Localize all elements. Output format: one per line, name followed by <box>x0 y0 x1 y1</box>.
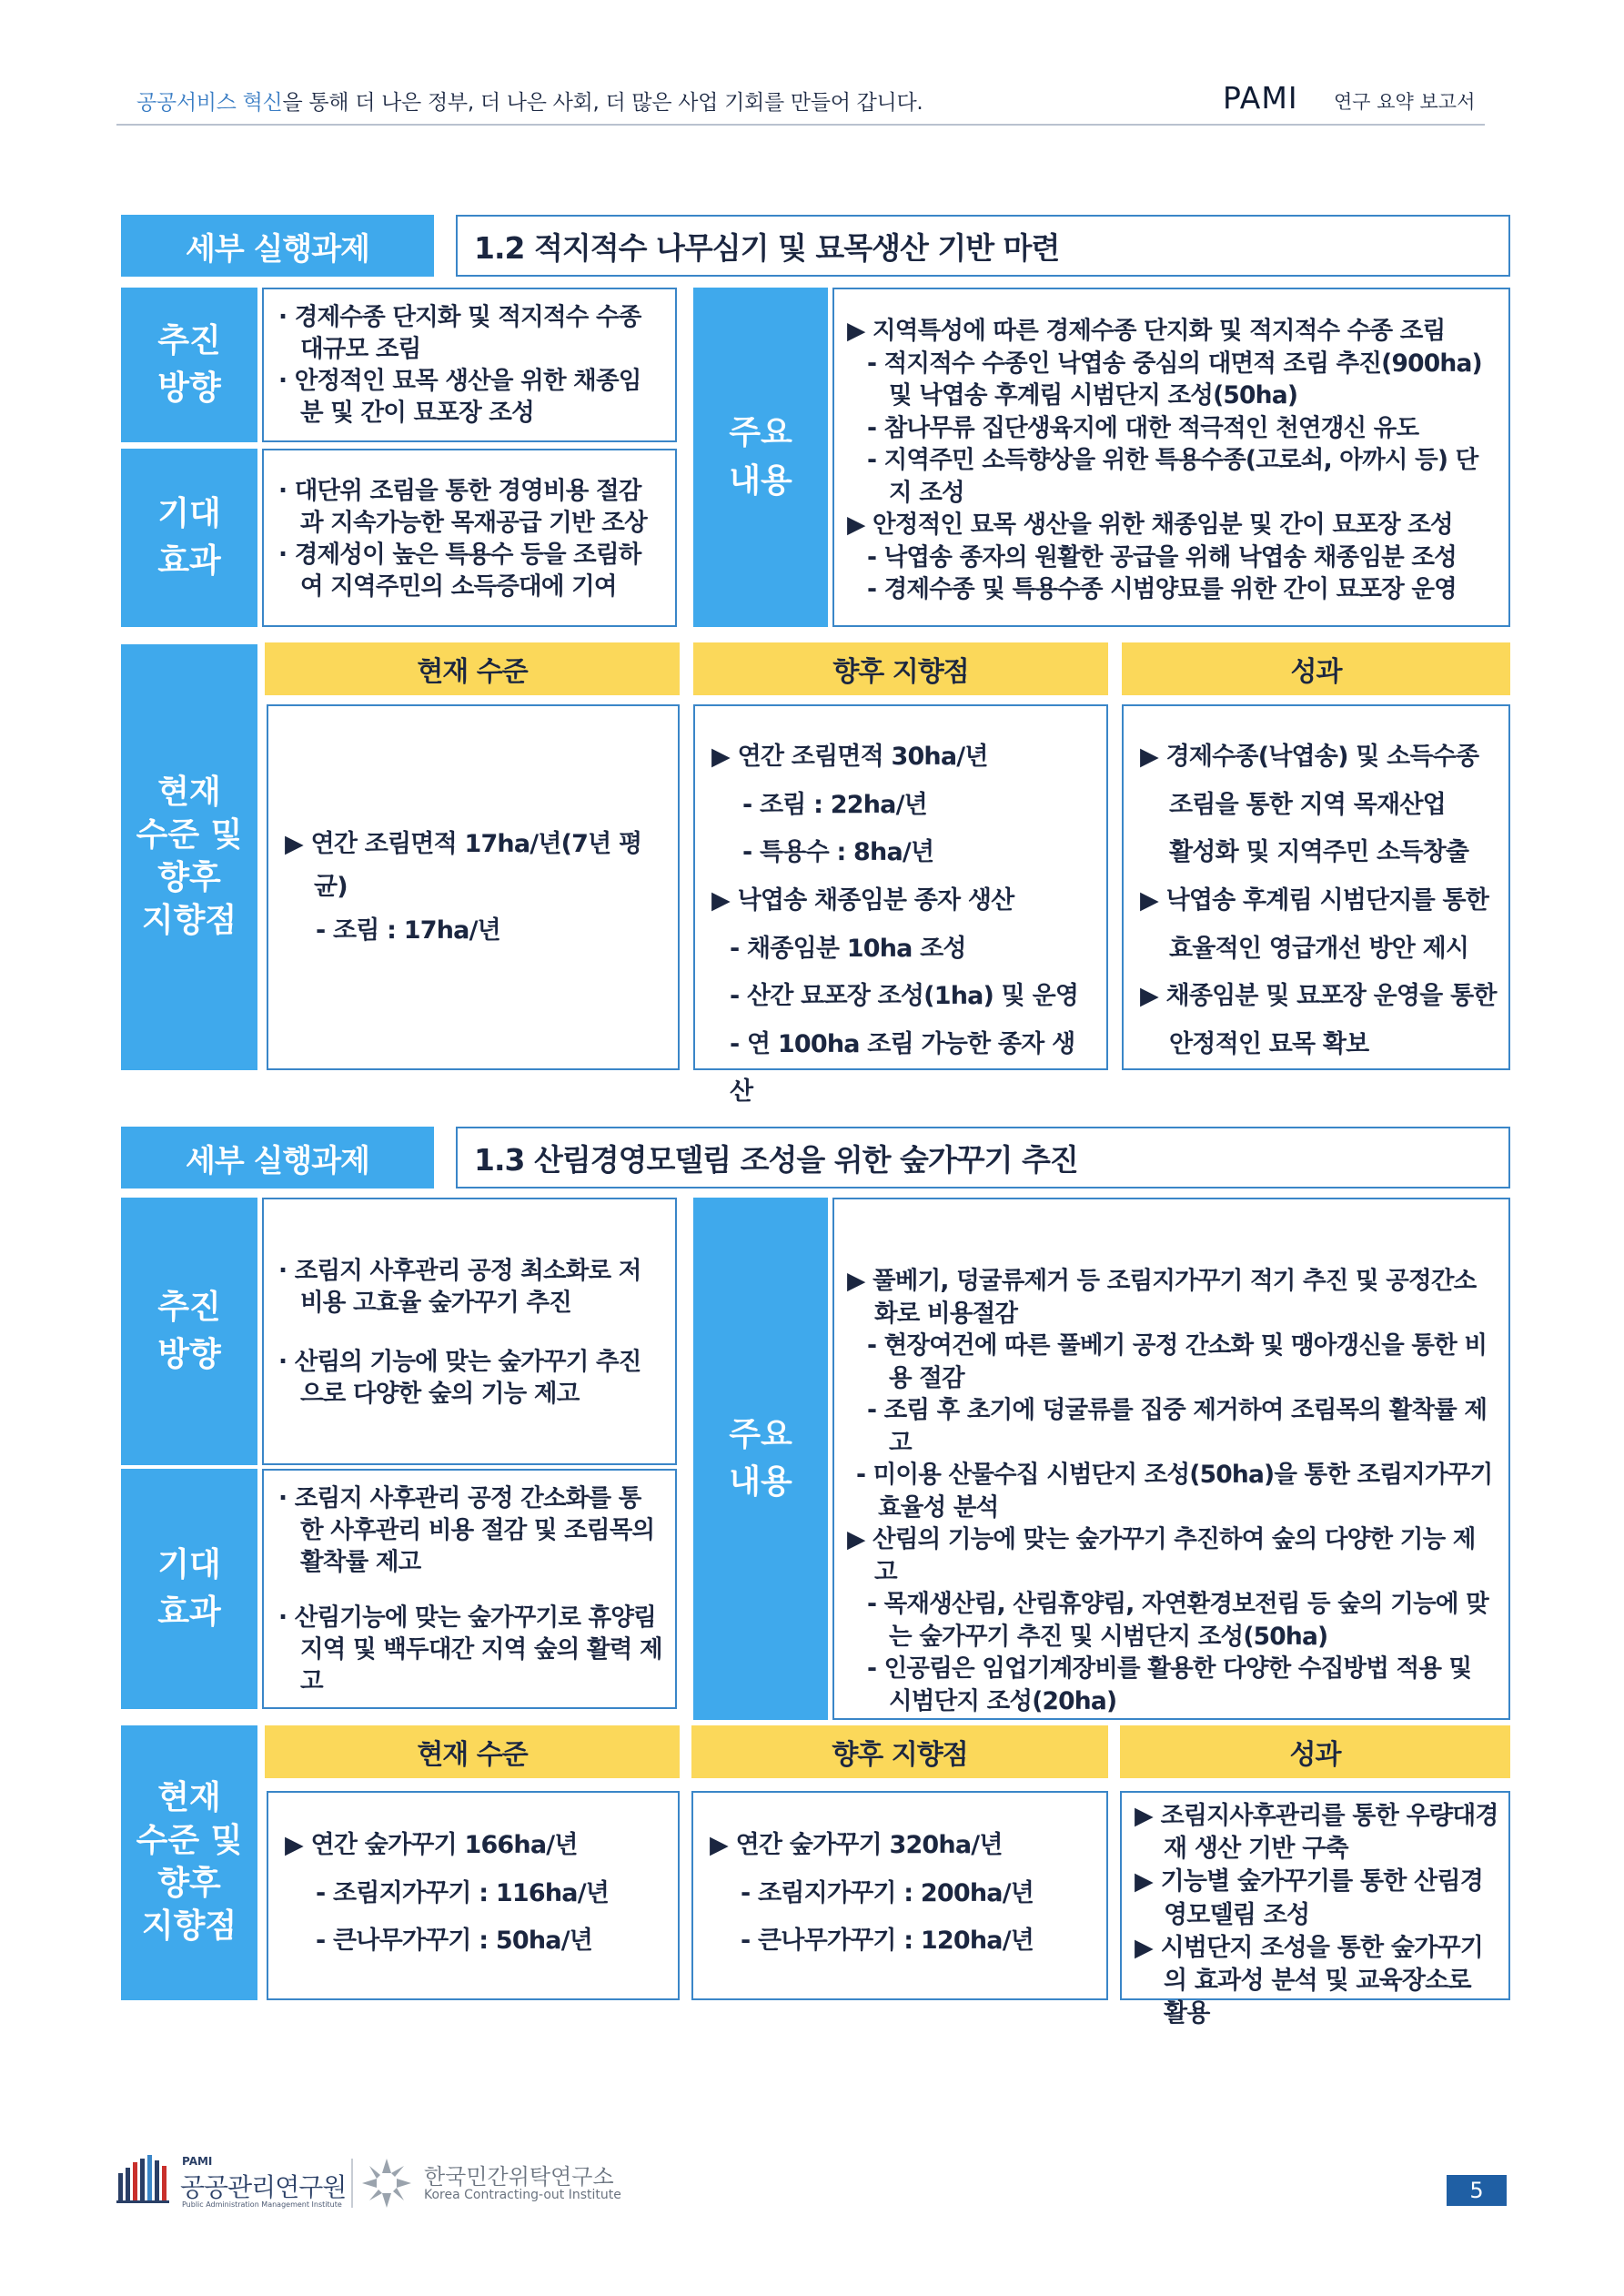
header-tagline <box>136 86 923 116</box>
outcome-item: ▶ 경제수종(낙엽송) 및 소득수종 <box>1140 743 1479 771</box>
effect-box <box>262 449 677 627</box>
main-subitem: - 경제수종 및 특용수종 시범양묘를 위한 간이 묘포장 운영 <box>867 575 1457 603</box>
main-subitem: - 조림 후 초기에 덩굴류를 집중 제거하여 조림목의 활착률 제고 <box>867 1396 1488 1457</box>
current-level-box <box>267 704 680 1070</box>
level-label: 현재 수준 및 향후 지향점 <box>121 644 257 1070</box>
main-subitem: - 적지적수 수종인 낙엽송 중심의 대면적 조림 추진(900ha) 및 낙엽송 후계림 시범단지 조성(50ha) <box>867 349 1482 410</box>
main-subitem: - 인공림은 임업기계장비를 활용한 다양한 수집방법 적용 및 시범단지 조성(20ha) <box>867 1654 1472 1715</box>
future-subitem: - 특용수 : 8ha/년 <box>742 838 934 867</box>
outcome-item: ▶ 기능별 숲가꾸기를 통한 산림경영모델림 조성 <box>1135 1867 1484 1929</box>
kcoi-logo-icon <box>358 2155 415 2211</box>
outcome-line: 조림을 통한 지역 목재산업 <box>1169 790 1446 819</box>
col-head-outcome: 성과 <box>1120 1725 1510 1778</box>
effect-item: · 대단위 조림을 통한 경영비용 절감과 지속가능한 목재공급 기반 조상 <box>278 477 647 538</box>
header-brand: PAMI <box>1223 80 1298 116</box>
main-subitem: - 낙엽송 종자의 원활한 공급을 위해 낙엽송 채종임분 조성 <box>867 542 1457 571</box>
direction-item: · 조림지 사후관리 공정 최소화로 저비용 고효율 숲가꾸기 추진 <box>278 1257 641 1318</box>
col-head-outcome: 성과 <box>1122 642 1510 695</box>
effect-box <box>262 1469 677 1709</box>
tagline-highlight: 공공서비스 혁신 <box>136 91 283 115</box>
direction-box <box>262 1198 677 1465</box>
effect-item: · 산림기능에 맞는 숲가꾸기로 휴양림 지역 및 백두대간 지역 숲의 활력 제고 <box>278 1603 662 1696</box>
direction-item: · 산림의 기능에 맞는 숲가꾸기 추진으로 다양한 숲의 기능 제고 <box>278 1348 641 1408</box>
section-title: 1.2 적지적수 나무심기 및 묘목생산 기반 마련 <box>456 215 1510 277</box>
col-head-future: 향후 지향점 <box>691 1725 1108 1778</box>
effect-label: 기대 효과 <box>121 1469 257 1709</box>
level-label: 현재 수준 및 향후 지향점 <box>121 1725 257 2000</box>
current-subitem: - 조림지가꾸기 : 116ha/년 <box>316 1878 610 1907</box>
outcome-item: ▶ 시범단지 조성을 통한 숲가꾸기의 효과성 분석 및 교육장소로 활용 <box>1135 1933 1484 2028</box>
future-item: ▶ 연간 숲가꾸기 320ha/년 <box>710 1831 1003 1860</box>
outcome-line: 효율적인 영급개선 방안 제시 <box>1169 934 1469 963</box>
direction-label: 추진 방향 <box>121 288 257 442</box>
pami-logo-icon <box>116 2153 173 2204</box>
future-target-box <box>693 704 1108 1107</box>
main-subitem: - 미이용 산물수집 시범단지 조성(50ha)을 통한 조림지가꾸기 효율성 분석 <box>856 1461 1493 1522</box>
future-target-box <box>691 1791 1108 2000</box>
outcome-line: 활성화 및 지역주민 소득창출 <box>1169 838 1469 867</box>
page-number: 5 <box>1447 2175 1507 2206</box>
direction-box <box>262 288 677 442</box>
tagline-text: 을 통해 더 나은 정부, 더 나은 사회, 더 많은 사업 기회를 만들어 갑니다. <box>282 91 923 115</box>
section-tag: 세부 실행과제 <box>121 1127 434 1188</box>
current-item: ▶ 연간 숲가꾸기 166ha/년 <box>285 1831 578 1860</box>
col-head-current: 현재 수준 <box>265 642 680 695</box>
header-divider <box>116 124 1485 126</box>
outcome-item: ▶ 조림지사후관리를 통한 우량대경재 생산 기반 구축 <box>1135 1802 1498 1864</box>
future-subitem: - 조림 : 22ha/년 <box>742 790 927 819</box>
main-subitem: - 목재생산림, 산림휴양림, 자연환경보전림 등 숲의 기능에 맞는 숲가꾸기 추진 및 시범단지 조성(50ha) <box>867 1590 1488 1651</box>
future-subitem: - 큰나무가꾸기 : 120ha/년 <box>741 1927 1034 1956</box>
main-content-label: 주요 내용 <box>693 1198 828 1720</box>
logo1-en: Public Administration Management Institute <box>182 2200 342 2209</box>
col-head-current: 현재 수준 <box>265 1725 680 1778</box>
logo2-name: 한국민간위탁연구소 <box>424 2164 614 2190</box>
outcome-box <box>1120 1791 1510 2028</box>
future-subitem: - 산간 묘포장 조성(1ha) 및 운영 <box>730 982 1079 1011</box>
section-tag: 세부 실행과제 <box>121 215 434 277</box>
future-item: ▶ 낙엽송 채종임분 종자 생산 <box>711 885 1014 915</box>
header-doc-type: 연구 요약 보고서 <box>1334 91 1476 113</box>
section-title: 1.3 산림경영모델림 조성을 위한 숲가꾸기 추진 <box>456 1127 1510 1188</box>
effect-label: 기대 효과 <box>121 449 257 627</box>
direction-label: 추진 방향 <box>121 1198 257 1465</box>
current-subitem: - 큰나무가꾸기 : 50ha/년 <box>316 1927 593 1956</box>
footer-divider <box>351 2159 353 2208</box>
logo1-small: PAMI <box>182 2155 213 2168</box>
main-item: ▶ 지역특성에 따른 경제수종 단지화 및 적지적수 수종 조림 <box>847 317 1446 345</box>
main-item: ▶ 산림의 기능에 맞는 숲가꾸기 추진하여 숲의 다양한 기능 제고 <box>847 1525 1476 1586</box>
future-subitem: - 조림지가꾸기 : 200ha/년 <box>741 1878 1034 1907</box>
main-content-label: 주요 내용 <box>693 288 828 627</box>
future-subitem: - 채종임분 10ha 조성 <box>730 934 966 963</box>
main-item: ▶ 풀베기, 덩굴류제거 등 조림지가꾸기 적기 추진 및 공정간소화로 비용절감 <box>847 1267 1477 1328</box>
logo2-en: Korea Contracting-out Institute <box>424 2188 621 2202</box>
main-content-box <box>832 1198 1510 1720</box>
direction-item: · 경제수종 단지화 및 적지적수 수종 대규모 조림 <box>278 303 641 363</box>
main-subitem: - 현장여건에 따른 풀베기 공정 간소화 및 맹아갱신을 통한 비용 절감 <box>867 1331 1488 1392</box>
main-subitem: - 참나무류 집단생육지에 대한 적극적인 천연갱신 유도 <box>867 413 1419 442</box>
main-subitem: - 지역주민 소득향상을 위한 특용수종(고로쇠, 아까시 등) 단지 조성 <box>867 446 1478 507</box>
direction-item: · 안정적인 묘목 생산을 위한 채종임분 및 간이 묘포장 조성 <box>278 366 641 427</box>
outcome-line: 안정적인 묘목 확보 <box>1169 1029 1369 1058</box>
col-head-future: 향후 지향점 <box>693 642 1108 695</box>
outcome-box <box>1122 704 1510 1070</box>
effect-item: · 경제성이 높은 특용수 등을 조림하여 지역주민의 소득증대에 기여 <box>278 541 641 601</box>
future-item: ▶ 연간 조림면적 30ha/년 <box>711 743 988 771</box>
logo1-name: 공공관리연구원 <box>180 2172 347 2202</box>
main-item: ▶ 안정적인 묘목 생산을 위한 채종임분 및 간이 묘포장 조성 <box>847 511 1453 539</box>
outcome-item: ▶ 낙엽송 후계림 시범단지를 통한 <box>1140 885 1489 915</box>
current-subitem: - 조림 : 17ha/년 <box>316 915 500 945</box>
main-content-box <box>832 288 1510 627</box>
current-item: ▶ 연간 조림면적 17ha/년(7년 평균) <box>285 830 642 902</box>
future-subitem: - 연 100ha 조림 가능한 종자 생산 <box>730 1029 1075 1107</box>
current-level-box <box>267 1791 680 2000</box>
outcome-item: ▶ 채종임분 및 묘포장 운영을 통한 <box>1140 982 1497 1011</box>
effect-item: · 조림지 사후관리 공정 간소화를 통한 사후관리 비용 절감 및 조림목의 활착률 제고 <box>278 1484 655 1576</box>
